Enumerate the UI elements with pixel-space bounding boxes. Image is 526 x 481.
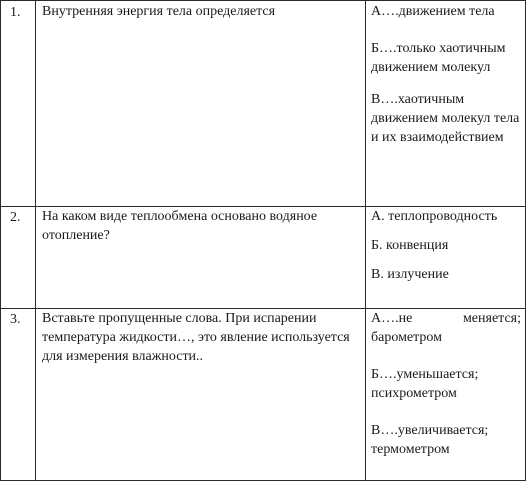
row-number: 2. (10, 210, 21, 225)
answer-option: В. излучение (371, 267, 449, 282)
question-cell (36, 207, 366, 309)
answer-option: В….увеличивается; термометром (371, 423, 489, 457)
answer-option: А. теплопроводность (371, 209, 498, 224)
answer-option: Б. конвенция (371, 238, 449, 253)
answer-option: А….движением тела (371, 4, 495, 19)
row-number-cell (1, 1, 36, 207)
row-number-cell (1, 207, 36, 309)
answers-cell (366, 207, 526, 309)
answer-option: В….хаотичным движением молекул тела и их взаимодействием (371, 92, 520, 145)
row-number-cell (1, 309, 36, 481)
question-cell (36, 309, 366, 481)
answer-option: Б….уменьшается; психрометром (371, 367, 479, 401)
table-row (1, 207, 526, 309)
question-text: Вставьте пропущенные слова. При испарении температура жидкости…, это явление используется для измерения влажности.. (42, 311, 350, 364)
answers-cell (366, 309, 526, 481)
row-number: 1. (10, 5, 21, 20)
question-cell (36, 1, 366, 207)
answer-option: А….не меняется; барометром (371, 311, 521, 345)
table-row (1, 1, 526, 207)
row-number: 3. (10, 312, 21, 327)
question-text: На каком виде теплообмена основано водяное отопление? (42, 209, 318, 243)
answer-option: Б….только хаотичным движением молекул (371, 41, 506, 75)
answers-cell (366, 1, 526, 207)
table-row (1, 309, 526, 481)
question-text: Внутренняя энергия тела определяется (42, 4, 276, 19)
